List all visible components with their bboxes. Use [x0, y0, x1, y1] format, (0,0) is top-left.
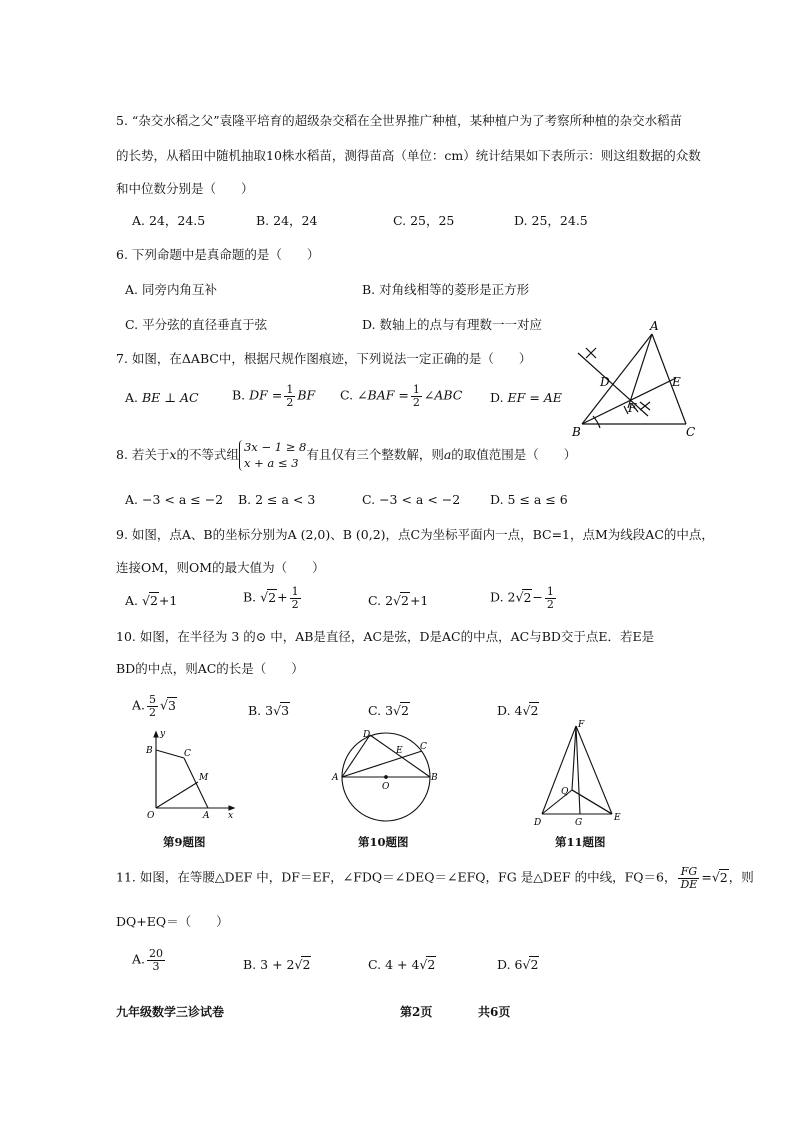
- q7-line-af: [628, 334, 652, 408]
- q8-stem-mid: 的不等式组: [176, 447, 239, 463]
- q10-option-d: D. 4√2: [497, 703, 539, 718]
- q6-option-d: D. 数轴上的点与有理数一一对应: [362, 317, 543, 332]
- q9-stem-line1: 9. 如图，点A、B的坐标分别为A (2,0)、B (0,2)，点C为坐标平面内一点，BC=1，点M为线段AC的中点，: [116, 527, 714, 542]
- q7-option-c-fraction: $\frac{1}{2}$: [412, 383, 420, 409]
- q8-option-c: C. −3 < a < −2: [362, 492, 461, 507]
- q7-label-b: B: [572, 425, 581, 438]
- q10-stem-line2: BD的中点，则AC的长是（ ）: [116, 661, 304, 676]
- fig11-label-f: F: [578, 720, 585, 730]
- q7-arc-mark-1: [586, 348, 596, 358]
- q7-label-e: E: [672, 375, 681, 389]
- q11-option-a: A. $\frac{20}{3}$: [132, 947, 164, 973]
- q7-label-d: D: [600, 375, 610, 389]
- q9-option-a: A. √2+1: [125, 593, 178, 608]
- fig9-label-x: x: [228, 811, 234, 821]
- fig11-extra: [572, 790, 612, 814]
- q6-option-a: A. 同旁内角互补: [125, 282, 217, 297]
- q8-inequality-2: x + a ≤ 3: [243, 455, 299, 470]
- q11-stem-pre: 11. 如图，在等腰△DEF 中，DF＝EF，∠FDQ＝∠DEQ＝∠EFQ，FG 是△DEF 的中线，FQ＝6，: [116, 869, 677, 885]
- fig9-label-m: M: [199, 773, 209, 783]
- fig9-x-arrow: [229, 806, 234, 810]
- q8-option-b: B. 2 ≤ a < 3: [238, 492, 316, 507]
- fig10-segment-ad: [342, 735, 370, 777]
- q6-stem: 6. 下列命题中是真命题的是（ ）: [116, 247, 320, 262]
- q10-stem-line1: 10. 如图，在半径为 3 的⊙ 中，AB是直径，AC是弦，D是AC的中点，AC与BD交于点E．若E是: [116, 629, 655, 644]
- q8-stem: [116, 440, 576, 471]
- fig11-label-d: D: [534, 818, 542, 828]
- q7-option-c-rhs: ∠ABC: [423, 387, 463, 403]
- q7-option-a-expr: BE ⊥ AC: [142, 390, 199, 405]
- q11-option-b: B. 3 + 2√2: [243, 957, 311, 972]
- q10-option-a: A. $\frac{5}{2}$ √3: [132, 693, 176, 719]
- q11-option-d: D. 6√2: [497, 957, 539, 972]
- fig10-label-o: O: [382, 782, 390, 792]
- fig9-y-arrow: [154, 732, 158, 737]
- fig9-label-c: C: [184, 749, 191, 759]
- q5-option-b: B. 24，24: [256, 213, 318, 228]
- q11-stem-post: ，则: [728, 869, 754, 885]
- q7-bisector-line: [578, 353, 648, 416]
- fig11-label-e: E: [614, 813, 621, 823]
- fig10-chord-ac: [342, 751, 422, 777]
- q6-option-c: C. 平分弦的直径垂直于弦: [125, 317, 268, 332]
- fig11-label-g: G: [575, 818, 583, 828]
- fig11-label-q: Q: [561, 787, 569, 797]
- q7-side-ac: [652, 334, 686, 424]
- q7-arc-b: [593, 416, 600, 428]
- fig9-segment-bc: [156, 750, 184, 758]
- q8-option-d: D. 5 ≤ a ≤ 6: [490, 492, 568, 507]
- q5-stem-line2: 的长势，从稻田中随机抽取10株水稻苗，测得苗高（单位：cm）统计结果如下表所示：则这组数据的众数: [116, 148, 701, 163]
- fig10-label-a: A: [332, 773, 339, 783]
- footer-exam-title: 九年级数学三诊试卷: [116, 1005, 225, 1019]
- q7-option-b-fraction: $\frac{1}{2}$: [286, 383, 294, 409]
- q10-option-c: C. 3√2: [368, 703, 409, 718]
- q8-var-a: a: [443, 447, 452, 463]
- fig10-label-b: B: [431, 773, 438, 783]
- fig10-caption: 第10题图: [358, 835, 409, 849]
- q6-option-b: B. 对角线相等的菱形是正方形: [362, 282, 530, 297]
- q5-option-d: D. 25，24.5: [514, 213, 588, 228]
- q9-option-d: D. 2√2− $\frac{1}{2}$: [490, 585, 554, 611]
- fig10-circle-figure: [330, 725, 440, 825]
- fig9-label-y: y: [160, 729, 166, 739]
- fig9-coordinate-figure: [142, 728, 237, 823]
- q9-option-b: B. √2+ $\frac{1}{2}$: [243, 585, 299, 611]
- q7-option-d: [490, 390, 562, 405]
- fig10-center-dot: [385, 776, 388, 779]
- q7-option-c-lhs: ∠BAF =: [357, 387, 409, 403]
- q5-option-a: A. 24，24.5: [132, 213, 206, 228]
- q5-stem-line3: 和中位数分别是（ ）: [116, 181, 254, 196]
- q8-var-x: x: [169, 447, 177, 463]
- q7-option-a-letter: A.: [125, 390, 139, 405]
- fig9-label-b: B: [146, 746, 153, 756]
- fig10-label-d: D: [363, 730, 371, 740]
- fig11-side-fe: [576, 726, 612, 814]
- q7-option-d-expr: EF = AE: [507, 390, 562, 405]
- q10-option-b: B. 3√3: [248, 703, 290, 718]
- q8-inequality-system: [239, 440, 306, 471]
- fig9-label-a: A: [203, 811, 210, 821]
- q7-option-b-lhs: DF =: [249, 387, 283, 403]
- q11-option-c: C. 4 + 4√2: [368, 957, 436, 972]
- q7-option-c: [340, 384, 462, 408]
- footer-page-number: 第2页: [400, 1005, 433, 1019]
- q7-triangle-figure: [568, 318, 698, 438]
- footer-total-pages: 共6页: [478, 1005, 511, 1019]
- q11-stem-line2: DQ+EQ＝（ ）: [116, 914, 229, 929]
- q7-option-a: [125, 390, 199, 405]
- q8-stem-post1: 有且仅有三个整数解，则: [306, 447, 444, 463]
- q7-label-f: F: [628, 401, 637, 415]
- fig9-caption: 第9题图: [163, 835, 206, 849]
- q8-inequality-1: 3x − 1 ≥ 8: [243, 440, 307, 454]
- q7-option-d-letter: D.: [490, 390, 504, 405]
- q11-stem-line1: 11. 如图，在等腰△DEF 中，DF＝EF，∠FDQ＝∠DEQ＝∠EFQ，FG 是△DEF 的中线，FQ＝6， $\frac{FG}{DE}$ =√2，则: [116, 865, 754, 891]
- fig11-median-fg: [576, 726, 580, 814]
- q7-arc-mark-2: [640, 402, 650, 410]
- q7-option-b-letter: B.: [232, 387, 246, 403]
- q5-stem-line1: 5. “杂交水稻之父”袁隆平培育的超级杂交稻在全世界推广种植，某种植户为了考察所种植的杂交水稻苗: [116, 113, 683, 128]
- fig11-triangle-figure: [528, 716, 628, 831]
- q7-label-a: A: [650, 319, 659, 333]
- q8-stem-pre: 8. 若关于: [116, 447, 170, 463]
- q7-option-c-letter: C.: [340, 387, 354, 403]
- fig11-caption: 第11题图: [555, 835, 606, 849]
- q8-stem-post2: 的取值范围是（ ）: [451, 447, 577, 463]
- fig9-label-o: O: [147, 811, 155, 821]
- q8-option-a: A. −3 < a ≤ −2: [125, 492, 224, 507]
- q7-option-b-rhs: BF: [297, 387, 316, 403]
- fig9-segment-om: [156, 782, 198, 808]
- q5-option-c: C. 25，25: [393, 213, 455, 228]
- q9-option-c: C. 2√2+1: [368, 593, 429, 608]
- q9-stem-line2: 连接OM，则OM的最大值为（ ）: [116, 560, 325, 575]
- q11-fraction-fg-de: $\frac{FG}{DE}$: [680, 865, 698, 891]
- q7-label-c: C: [686, 425, 696, 438]
- q7-stem: 7. 如图，在ΔABC中，根据尺规作图痕迹，下列说法一定正确的是（ ）: [116, 351, 532, 366]
- fig10-label-e: E: [396, 746, 403, 756]
- q7-option-b: [232, 384, 315, 408]
- fig10-label-c: C: [420, 742, 427, 752]
